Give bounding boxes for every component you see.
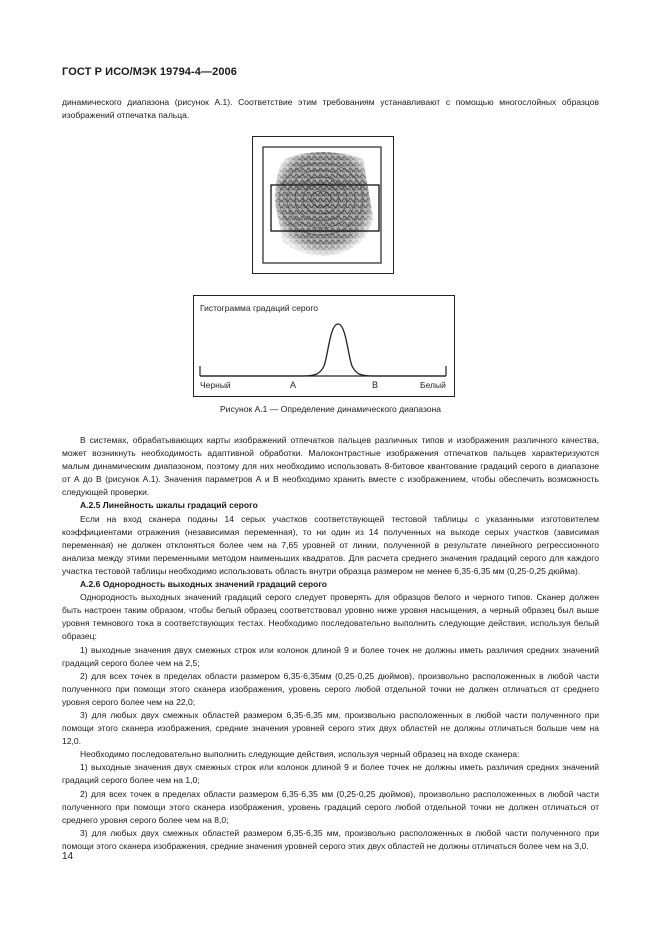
page-number: 14 [62, 851, 74, 862]
section-heading: А.2.6 Однородность выходных значений градаций серого [80, 579, 328, 590]
histogram-figure [193, 295, 455, 397]
document-header: ГОСТ Р ИСО/МЭК 19794-4—2006 [62, 66, 237, 78]
paragraph: 1) выходные значения двух смежных строк или колонок длиной 9 и более точек не должны иметь различия средних значений градаций серого более чем на 1,0; [62, 762, 599, 786]
intro-paragraph [62, 96, 599, 122]
histogram-title: Гистограмма градаций серого [200, 303, 319, 313]
fingerprint-figure [252, 136, 394, 274]
paragraph: 2) для всех точек в пределах области размером 6,35·6,35мм (0,25·0,25 дюймов), произвольно расположенных в любой части полученного при помощи этого сканера изображения, уровень серого любой отдельной точки не должен отличаться от среднего уровня серого более чем на 22,0; [62, 670, 599, 707]
paragraph: 3) для любых двух смежных областей размером 6,35·6,35 мм, произвольно расположенных в любой части полученного при помощи этого сканера изображения, средние значения уровней серого этих двух областей не должны отличаться больше чем на 12,0. [62, 709, 599, 747]
label-white: Белый [420, 380, 446, 390]
paragraph: 3) для любых двух смежных областей размером 6,35·6,35 мм, произвольно расположенных в любой части полученного при помощи этого сканера изображения, средние значения уровней серого этих двух областей не должны отличаться более чем на 3,0. [62, 827, 599, 851]
histogram-curve [200, 324, 446, 376]
section-heading: А.2.5 Линейность шкалы градаций серого [80, 500, 258, 511]
paragraph: Если на вход сканера поданы 14 серых участков соответствующей тестовой таблицы с указанными изготовителем коэффициентами отражения (независимая переменная), то ни один из 14 полученных на выходе серых участков (зависимая переменная) не должен отклоняться более чем на 7,65 уровней от линии, полученной в результате линейного регрессионного анализа между этими переменными методом наименьших квадратов. Для расчета среднего значения градаций серого для каждого участка тестовой таблицы необходимо использовать область внутри образца размером не менее 6,35·6,35 мм (0,25·0,25 дюйма). [62, 513, 599, 576]
paragraph: В системах, обрабатывающих карты изображений отпечатков пальцев различных типов и изображения различного качества, может возникнуть необходимость адаптивной обработки. Малоконтрастные изображения отпечатков пальцев характеризуются малым динамическим диапазоном, поэтому для них необходимо использовать 8-битовое квантование градаций серого в диапазоне от А до В (рисунок А.1). Значения параметров А и В необходимо хранить вместе с изображением, чтобы обеспечить возможность следующей проверки. [62, 435, 599, 498]
label-b: В [372, 380, 379, 390]
figure-caption: Рисунок А.1 — Определение динамического диапазона [219, 404, 441, 414]
histogram-chart [194, 296, 454, 396]
fingerprint-image [253, 137, 393, 273]
label-black: Черный [200, 380, 231, 390]
paragraph: Необходимо последовательно выполнить следующие действия, используя черный образец на входе сканера: [80, 749, 520, 760]
paragraph: Однородность выходных значений градаций серого следует проверять для образцов белого и черного типов. Сканер должен быть настроен таким образом, чтобы белый образец соответствовал уровню ниже уровня насыщения, а черный образец был выше уровня темнового тока в соответствующих тестах. Необходимо последовательно выполнить следующие действия, используя белый образец: [62, 592, 599, 642]
paragraph: 2) для всех точек в пределах области размером 6,35·6,35 мм (0,25·0,25 дюймов), произвольно расположенных в любой части полученного при помощи этого сканера изображения, уровень градаций серого любой отдельной точки не должен отличаться от среднего уровня серого более чем на 8,0; [62, 788, 599, 825]
paragraph: 1) выходные значения двух смежных строк или колонок длиной 9 и более точек не должны иметь различия средних значений градаций серого более чем на 2,5; [62, 644, 599, 668]
intro-text: динамического диапазона (рисунок А.1). Соответствие этим требованиям устанавливают с помощью многослойных образцов изображений отпечатка пальца. [62, 97, 599, 121]
body-text [62, 434, 599, 853]
label-a: А [290, 380, 297, 390]
